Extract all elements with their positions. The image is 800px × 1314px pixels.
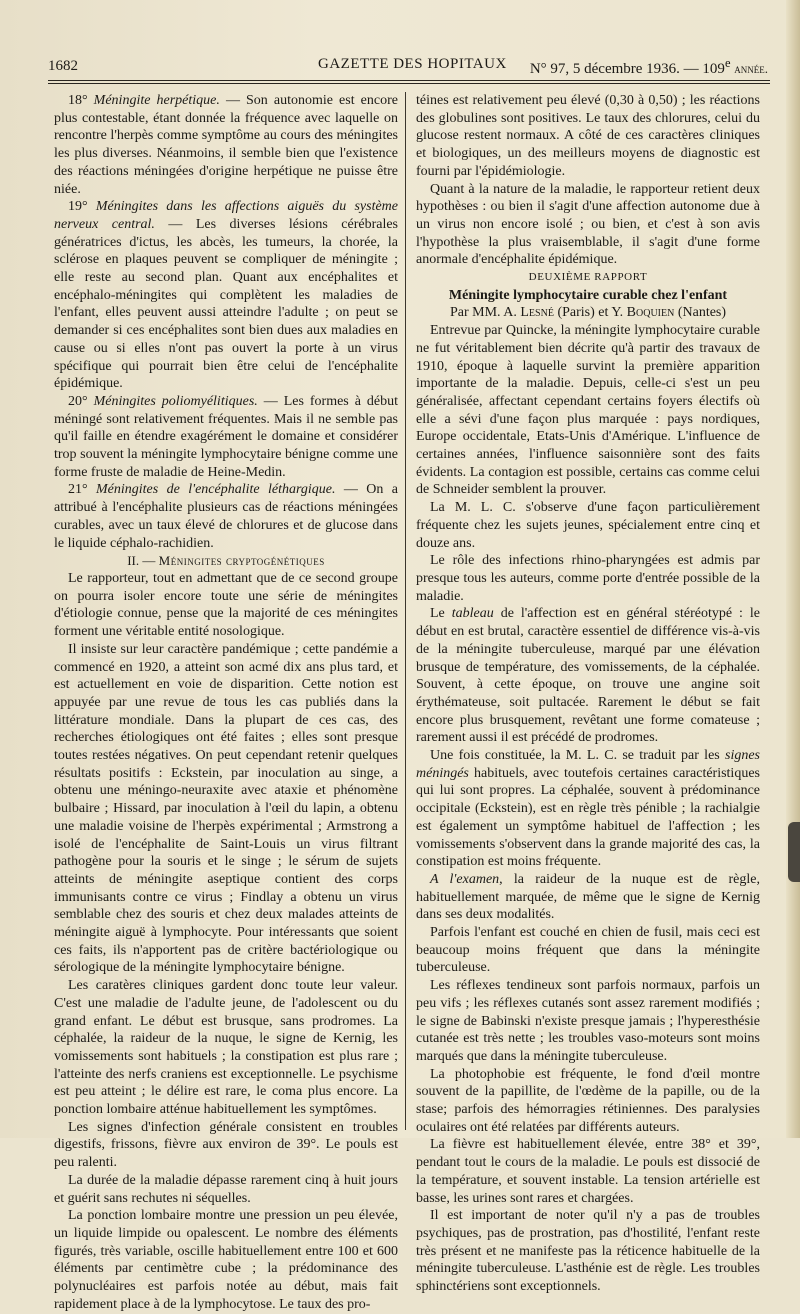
right-column bbox=[416, 92, 760, 1296]
page-number: 1682 bbox=[48, 58, 78, 74]
section-heading: II. — Méningites cryptogénétiques bbox=[127, 553, 325, 569]
paragraph: Entrevue par Quincke, la méningite lymphocytaire curable ne fut véritablement bien décrite qu'à partir des travaux de 1910, époque à laquelle survint la première apparition importante de la maladie. Depuis, celle-ci s'est un peu généralisée, affectant cependant certains foyers électifs où elle a sévi d'une façon plus marquée : pays nordiques, Europe occidentale, Etats-Unis d'Amérique. L'influence de certaines années, l'influence saisonnière sont des faits évidents. La contagion est possible, certains cas comme celui de Schneider semblent la prouver. bbox=[416, 323, 760, 498]
page-header bbox=[48, 52, 768, 78]
paragraph: 18° Méningite herpétique. — Son autonomie est encore plus contestable, étant donnée la fréquence avec laquelle on rencontre l'herpès comme symptôme au cours des méningites les plus diverses. Néanmoins, il semble bien que l'existence des réactions méningées d'origine herpétique ne puisse être niée. bbox=[54, 93, 398, 197]
paragraph: La fièvre est habituellement élevée, entre 38° et 39°, pendant tout le cours de la maladie. Le pouls est dissocié de la température, et souvent instable. La tension artérielle est basse, les urines sont rares et chargées. bbox=[416, 1137, 760, 1206]
paragraph: 21° Méningites de l'encéphalite léthargique. — On a attribué à l'encéphalite plusieurs cas de réactions méningées curables, avec un taux élevé de chlorures et de glucose dans le liquide céphalo-rachidien. bbox=[54, 482, 398, 551]
paragraph: A l'examen, la raideur de la nuque est de règle, habituellement marquée, de même que le signe de Kernig dans ses deux modalités. bbox=[416, 871, 760, 923]
report-heading: DEUXIÈME RAPPORT bbox=[528, 271, 648, 284]
journal-title: GAZETTE DES HOPITAUX bbox=[318, 56, 507, 72]
left-column bbox=[54, 92, 398, 1314]
paragraph: Quant à la nature de la maladie, le rapporteur retient deux hypothèses : ou bien il s'agit d'une affection autonome due à un virus non encore isolé ; ou bien, et c'est à son avis l'hypothèse la plus vraisemblable, il s'agit d'une forme anormale d'encéphalite épidémique. bbox=[416, 181, 760, 268]
issue-line: N° 97, 5 décembre 1936. — 109e année. bbox=[529, 56, 768, 77]
paragraph: Une fois constituée, la M. L. C. se traduit par les signes méningés habituels, avec toutefois certaines caractéristiques qui lui sont propres. La céphalée, souvent à prédominance occipitale (Eckstein), est en règle très pénible ; la rachialgie est également un symptôme habituel de l'affection ; les vomissements s'observent dans la grande majorité des cas, la constipation est moins fréquente. bbox=[416, 748, 760, 870]
paragraph: Il est important de noter qu'il n'y a pas de troubles psychiques, pas de prostration, pas d'hostilité, l'enfant reste très présent et ne manifeste pas la réticence habituelle de la méningite tuberculeuse. L'asthénie est de règle. Les troubles sphinctériens sont exceptionnels. bbox=[416, 1208, 760, 1295]
column-divider bbox=[405, 92, 406, 1130]
paragraph: Il insiste sur leur caractère pandémique ; cette pandémie a commencé en 1920, a atteint son acmé dix ans plus tard, et est actuellement en voie de disparition. Cette notion est appuyée par une revue de tous les cas publiés dans la littérature mondiale. Dans la plupart de ces cas, des recherches étiologiques ont été faites ; elles sont presque toutes restées négatives. On peut cependant retenir quelques résultats positifs : Eckstein, par inoculation au singe, a obtenu une méningo-neuraxite avec ataxie et phénomène bulbaire ; Hissard, par inoculation à l'œil du lapin, a obtenu une maladie voisine de l'herpès expérimental ; Armstrong a isolé de l'encéphalite de Saint-Louis un virus filtrant pathogène pour la souris et le singe ; le sérum de sujets atteints de méningite aseptique contient des corps immunisants contre ce virus ; Findlay a obtenu un virus semblable chez des souris et chez deux malades atteints de méningite aiguë à lymphocyte. Pour intéressants que soient ces faits, ils n'apportent pas de critère bactériologique ou sérologique de la méningite lymphocytaire bénigne. bbox=[54, 641, 398, 976]
paragraph: 19° Méningites dans les affections aiguës du système nerveux central. — Les diverses lésions cérébrales génératrices d'ictus, les abcès, les tumeurs, la chorée, la sclérose en plaques peuvent se compliquer de méningite ; elle reste au second plan. Quant aux encéphalites et encéphalo-méningites qui complètent les maladies de l'enfant, elles peuvent aussi atteindre l'adulte ; on peut se demander si ces encéphalites sont bien dues aux maladies en cause ou si elles n'ont pas ouvert la porte à un virus spécifique qui pourrait bien être celui de l'encéphalite épidémique. bbox=[54, 199, 398, 392]
binding-mark bbox=[788, 822, 800, 882]
header-rule bbox=[48, 80, 770, 81]
header-rule-2 bbox=[48, 83, 770, 84]
paragraph: Le rôle des infections rhino-pharyngées est admis par presque tous les auteurs, comme porte d'entrée possible de la maladie. bbox=[416, 553, 760, 604]
paragraph: Les réflexes tendineux sont parfois normaux, parfois un peu vifs ; les réflexes cutanés sont assez rarement modifiés ; le signe de Babinski n'existe presque jamais ; l'hyperesthésie cutanée est très nette ; les troubles vaso-moteurs sont moins marqués que dans la méningite tuberculeuse. bbox=[416, 978, 760, 1064]
page-edge-shadow bbox=[786, 0, 800, 1138]
paragraph: 20° Méningites poliomyélitiques. — Les formes à début méningé sont relativement fréquentes. Mais il ne semble pas qu'il faille en étendre exagérément le domaine et considérer trop souvent la méningite lymphocytaire bénigne comme une forme fruste de maladie de Heine-Medin. bbox=[54, 393, 398, 480]
paragraph: Parfois l'enfant est couché en chien de fusil, mais ceci est beaucoup moins fréquent que dans la méningite tuberculeuse. bbox=[416, 925, 760, 976]
paragraph: La photophobie est fréquente, le fond d'œil montre souvent de la papillite, de l'œdème de la papille, ou de la stase; parfois des hémorragies rétiniennes. Des paralysies oculaires ont été relatées par différents auteurs. bbox=[416, 1066, 760, 1135]
paragraph: La ponction lombaire montre une pression un peu élevée, un liquide limpide ou opalescent. Le nombre des éléments figurés, très variable, oscille habituellement entre 100 et 600 éléments par centimètre cube ; la prédominance des polynucléaires est parfois notée au début, mais fait rapidement place à de la lymphocytose. Le taux des pro- bbox=[54, 1208, 398, 1312]
paragraph: Les signes d'infection générale consistent en troubles digestifs, frissons, fièvre aux environ de 39°. Le pouls est peu ralenti. bbox=[54, 1119, 398, 1171]
paragraph: Le rapporteur, tout en admettant que de ce second groupe on pourra isoler encore toute une série de méningites d'étiologie connue, pense que la majorité de ces méningites forment une véritable entité nosologique. bbox=[54, 570, 398, 640]
article-authors: Par MM. A. Lesné (Paris) et Y. Boquien (Nantes) bbox=[449, 305, 727, 321]
paragraph: Le tableau de l'affection est en général stéréotypé : le début en est brutal, caractère essentiel de différence vis-à-vis de la méningite tuberculeuse, marqué par une élévation brusque de température, des vomissements, de la céphalée. Souvent, à cette époque, on trouve une angine soit érythémateuse, soit pultacée. Rarement le début se fait encore plus brusquement, revêtant une forme comateuse ; rarement aussi il est précédé de prodromes. bbox=[416, 606, 761, 746]
paragraph: Les caratères cliniques gardent donc toute leur valeur. C'est une maladie de l'adulte jeune, de l'adolescent ou du grand enfant. Le début est brusque, sans prodromes. La céphalée, la raideur de la nuque, le signe de Kernig, les vomissements sont habituels ; la constipation est plus rare ; l'atteinte des nerfs craniens est exceptionnelle. Le psychisme est peu atteint ; le délire est rare, le coma plus encore. La ponction lombaire atténue habituellement les symptômes. bbox=[54, 978, 398, 1118]
paragraph: téines est relativement peu élevé (0,30 à 0,50) ; les réactions des globulines sont positives. Le taux des chlorures, celui du glucose restent normaux. A côté de ces caractères cliniques et biologiques, un des meilleurs moyens de diagnostic est fourni par l'épidémiologie. bbox=[416, 93, 760, 179]
article-title: Méningite lymphocytaire curable chez l'enfant bbox=[448, 287, 728, 303]
paragraph: La M. L. C. s'observe d'une façon particulièrement fréquente chez les sujets jeunes, spécialement entre cinq et douze ans. bbox=[416, 500, 760, 551]
paragraph: La durée de la maladie dépasse rarement cinq à huit jours et guérit sans rechutes ni séquelles. bbox=[54, 1172, 398, 1206]
